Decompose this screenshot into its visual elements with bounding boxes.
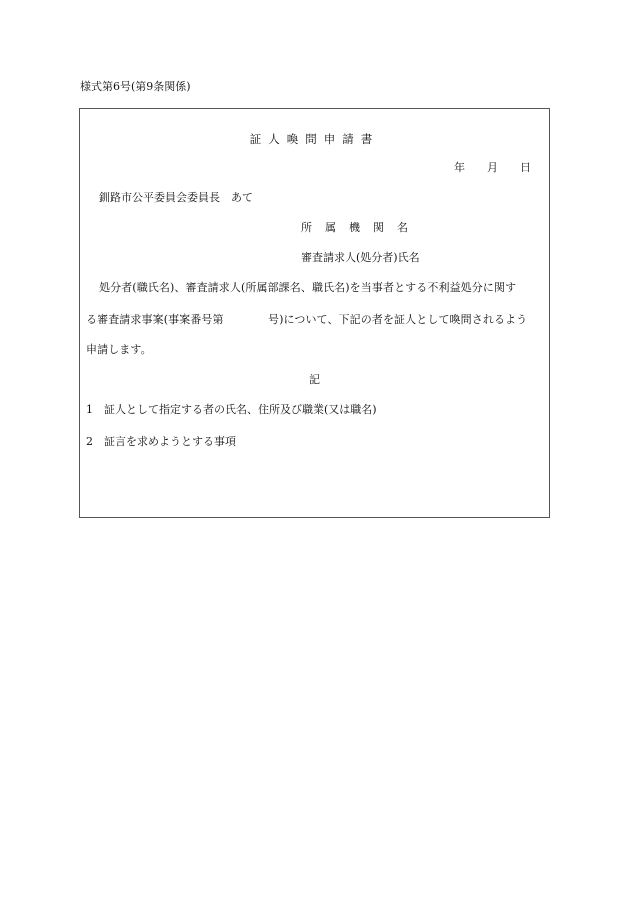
requester-name-label: 審査請求人(処分者)氏名 xyxy=(301,251,420,264)
form-box xyxy=(79,108,550,518)
ki-heading: 記 xyxy=(309,373,320,386)
form-title: 証人喚問申請書 xyxy=(249,132,380,146)
body-line-3: 申請します。 xyxy=(86,343,152,356)
list-item-testimony: 2 証言を求めようとする事項 xyxy=(86,435,236,448)
list-item-witness: 1 証人として指定する者の氏名、住所及び職業(又は職名) xyxy=(86,403,377,416)
body-line-1: 処分者(職氏名)、審査請求人(所属部課名、職氏名)を当事者とする不利益処分に関す xyxy=(99,281,517,294)
body-line-2: る審査請求事案(事案番号第 号)について、下記の者を証人として喚問されるよう xyxy=(86,313,528,326)
form-number: 様式第6号(第9条関係) xyxy=(80,80,191,93)
date-field: 年 月 日 xyxy=(454,161,531,174)
addressee: 釧路市公平委員会委員長 あて xyxy=(99,191,253,204)
affiliation-label: 所属機関名 xyxy=(301,221,421,234)
